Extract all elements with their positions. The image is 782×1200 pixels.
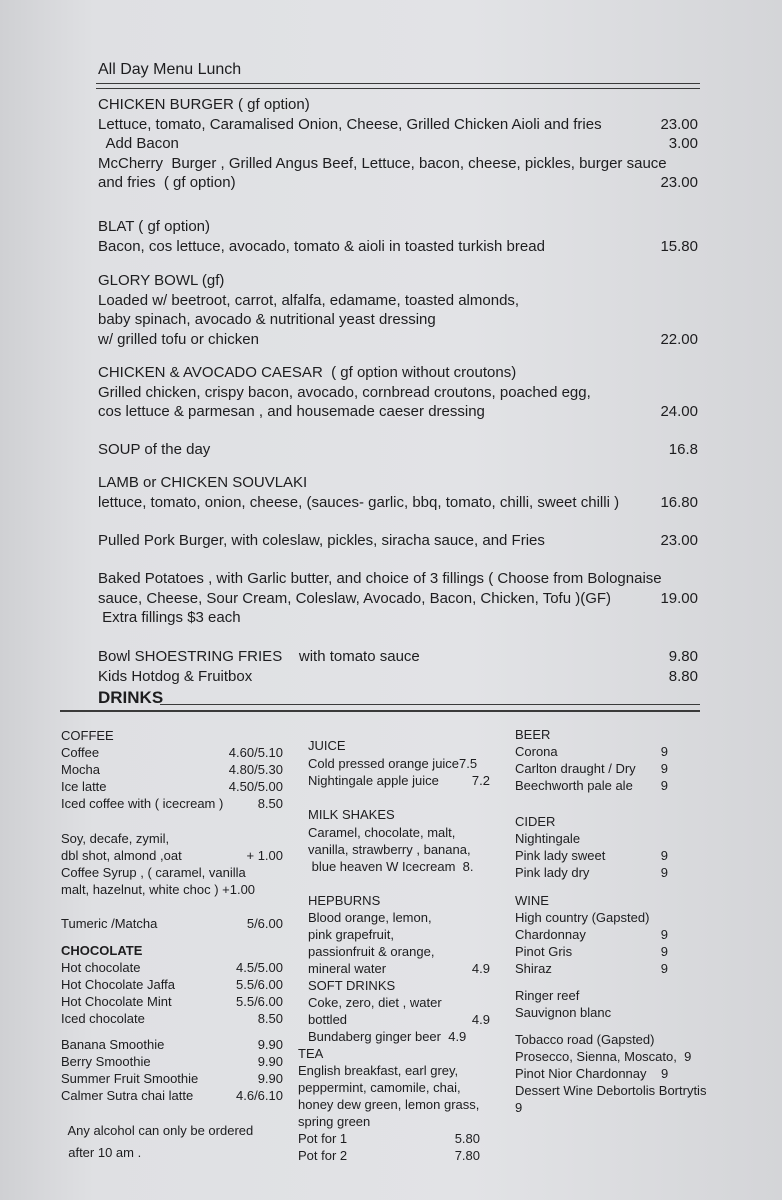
drink-price: 5.5/6.00 (236, 994, 283, 1009)
drink-item: vanilla, strawberry , banana, (308, 842, 471, 857)
drink-item: dbl shot, almond ,oat (61, 848, 182, 863)
menu-item-price: 16.80 (660, 493, 698, 511)
menu-item-line: w/ grilled tofu or chicken (98, 330, 259, 348)
drink-price: 4.50/5.00 (228, 779, 283, 794)
drink-price: 9.90 (257, 1054, 283, 1069)
menu-item-line: Kids Hotdog & Fruitbox (98, 667, 253, 685)
menu-item-line: GLORY BOWL (gf) (98, 272, 225, 289)
drink-item: Pot for 1 (298, 1131, 348, 1146)
menu-item-line: Bacon, cos lettuce, avocado, tomato & aioli in toasted turkish bread (98, 237, 545, 255)
menu-item-price: 3.00 (668, 135, 698, 152)
drink-price: 4.60/5.10 (228, 745, 283, 760)
drink-item: bottled (308, 1012, 348, 1027)
drinks-rule-2 (60, 710, 700, 712)
menu-item-price: 23.00 (660, 174, 698, 191)
menu-item-line: and fries ( gf option) (98, 174, 236, 191)
drink-item: Coffee (61, 745, 100, 760)
menu-item-price: 24.00 (660, 403, 698, 420)
drink-item: Pinot Gris (515, 944, 573, 959)
menu-item-price: 8.80 (668, 667, 698, 685)
title-rule (96, 83, 700, 84)
drinks-title: DRINKS (98, 688, 164, 707)
drink-item: Nightingale apple juice (308, 773, 439, 788)
drink-item: spring green (298, 1114, 371, 1129)
drink-item: Tumeric /Matcha (61, 916, 158, 931)
drink-item: Coffee Syrup , ( caramel, vanilla (61, 865, 246, 880)
drink-item: Soy, decafe, zymil, (61, 831, 170, 846)
drink-price: + 1.00 (246, 848, 283, 863)
menu-item-line: Extra fillings $3 each (98, 609, 241, 626)
drink-price: 4.6/6.10 (236, 1088, 283, 1103)
drink-price: 9 (660, 761, 668, 776)
drink-item: Corona (515, 744, 558, 759)
drink-item: Cold pressed orange juice7.5 (308, 756, 478, 771)
drink-item: HEPBURNS (308, 893, 381, 908)
title-rule-2 (96, 88, 700, 89)
drink-price: 7.2 (471, 773, 490, 788)
drink-item: peppermint, camomile, chai, (298, 1080, 461, 1095)
menu-item-line: Bowl SHOESTRING FRIES with tomato sauce (98, 648, 420, 665)
drink-item: Ice latte (61, 779, 107, 794)
drink-item: Ringer reef (515, 988, 580, 1003)
drink-item: JUICE (308, 738, 346, 753)
drink-item: Caramel, chocolate, malt, (308, 825, 456, 840)
drink-item: Hot Chocolate Jaffa (61, 977, 175, 992)
menu-item-line: Pulled Pork Burger, with coleslaw, pickles, siracha sauce, and Fries (98, 532, 545, 549)
drink-item: BEER (515, 727, 551, 742)
drink-item: Any alcohol can only be ordered (61, 1123, 254, 1138)
drink-price: 9 (660, 744, 668, 759)
drink-item: Banana Smoothie (61, 1037, 165, 1052)
drink-item: pink grapefruit, (308, 927, 394, 942)
menu-item-line: CHICKEN BURGER ( gf option) (98, 96, 310, 113)
menu-item-price: 22.00 (660, 330, 698, 348)
drink-item: Summer Fruit Smoothie (61, 1071, 199, 1086)
drink-item: Pink lady dry (515, 865, 590, 880)
menu-item-line: Baked Potatoes , with Garlic butter, and choice of 3 fillings ( Choose from Bolognaise (98, 570, 662, 587)
drink-price: 5.5/6.00 (236, 977, 283, 992)
drink-item: after 10 am . (61, 1145, 142, 1160)
menu-item-line: LAMB or CHICKEN SOUVLAKI (98, 474, 308, 491)
drink-item: malt, hazelnut, white choc ) +1.00 (61, 882, 256, 897)
menu-item-price: 19.00 (660, 589, 698, 607)
menu-item-line: BLAT ( gf option) (98, 218, 211, 235)
drink-price: 8.50 (257, 796, 283, 811)
drink-price: 9 (660, 927, 668, 942)
drink-item: Carlton draught / Dry (515, 761, 636, 776)
drink-item: Mocha (61, 762, 101, 777)
drink-item: Nightingale (515, 831, 581, 846)
page-title: All Day Menu Lunch (98, 61, 242, 78)
menu-item-line: lettuce, tomato, onion, cheese, (sauces- garlic, bbq, tomato, chilli, sweet chilli ) (98, 493, 620, 511)
drink-item: Coke, zero, diet , water (308, 995, 442, 1010)
drink-item: English breakfast, earl grey, (298, 1063, 459, 1078)
drinks-rule (160, 704, 700, 705)
drink-price: 4.80/5.30 (228, 762, 283, 777)
drink-item: Berry Smoothie (61, 1054, 151, 1069)
menu-item-line: cos lettuce & parmesan , and housemade caeser dressing (98, 403, 485, 420)
drink-price: 5/6.00 (246, 916, 283, 931)
drink-item: Hot Chocolate Mint (61, 994, 172, 1009)
drink-price: 7.80 (454, 1148, 480, 1163)
drink-price: 9.90 (257, 1071, 283, 1086)
menu-item-line: SOUP of the day (98, 441, 211, 458)
drink-item: Iced chocolate (61, 1011, 145, 1026)
drink-item: MILK SHAKES (308, 807, 395, 822)
drink-item: COFFEE (61, 728, 114, 743)
menu-item-line: McCherry Burger , Grilled Angus Beef, Lettuce, bacon, cheese, pickles, burger sauce (98, 154, 667, 172)
drink-item: Pinot Nior Chardonnay 9 (515, 1066, 669, 1081)
menu-item-line: Lettuce, tomato, Caramalised Onion, Cheese, Grilled Chicken Aioli and fries (98, 115, 602, 133)
drink-item: Prosecco, Sienna, Moscato, 9 (515, 1049, 692, 1064)
drink-item: Blood orange, lemon, (308, 910, 432, 925)
drink-item: mineral water (308, 961, 387, 976)
drink-item: Dessert Wine Debortolis Bortrytis (515, 1083, 707, 1098)
drink-item: CHOCOLATE (61, 943, 143, 958)
drink-item: honey dew green, lemon grass, (298, 1097, 480, 1112)
drink-item: Tobacco road (Gapsted) (515, 1032, 655, 1047)
drink-item: TEA (298, 1046, 324, 1061)
drink-item: High country (Gapsted) (515, 910, 650, 925)
drink-price: 9.90 (257, 1037, 283, 1052)
drink-item: Hot chocolate (61, 960, 141, 975)
drink-price: 9 (660, 961, 668, 976)
drink-item: Chardonnay (515, 927, 586, 942)
drink-price: 5.80 (454, 1131, 480, 1146)
menu-item-line: baby spinach, avocado & nutritional yeast dressing (98, 311, 436, 328)
drink-price: 9 (660, 848, 668, 863)
menu-item-line: sauce, Cheese, Sour Cream, Coleslaw, Avocado, Bacon, Chicken, Tofu )(GF) (98, 589, 612, 607)
drink-item: 9 (515, 1100, 523, 1115)
drink-item: Pot for 2 (298, 1148, 348, 1163)
menu-item-price: 23.00 (660, 532, 698, 549)
drink-price: 9 (660, 778, 668, 793)
drink-price: 9 (660, 865, 668, 880)
drink-item: WINE (515, 893, 549, 908)
drink-item: Bundaberg ginger beer 4.9 (308, 1029, 467, 1044)
drink-item: Shiraz (515, 961, 552, 976)
drink-price: 4.9 (471, 961, 490, 976)
drink-price: 8.50 (257, 1011, 283, 1026)
drink-item: passionfruit & orange, (308, 944, 435, 959)
drink-item: Sauvignon blanc (515, 1005, 612, 1020)
drink-price: 4.9 (471, 1012, 490, 1027)
drink-price: 4.5/5.00 (236, 960, 283, 975)
menu-item-line: CHICKEN & AVOCADO CAESAR ( gf option without croutons) (98, 364, 517, 381)
drink-item: blue heaven W Icecream 8. (308, 859, 474, 874)
drink-item: CIDER (515, 814, 556, 829)
drink-item: Pink lady sweet (515, 848, 606, 863)
menu-item-price: 16.8 (668, 441, 698, 458)
drink-price: 9 (660, 944, 668, 959)
menu-item-line: Loaded w/ beetroot, carrot, alfalfa, edamame, toasted almonds, (98, 291, 520, 309)
drink-item: Beechworth pale ale (515, 778, 633, 793)
menu-item-line: Add Bacon (98, 135, 179, 152)
drink-item: Iced coffee with ( icecream ) (61, 796, 224, 811)
drink-item: Calmer Sutra chai latte (61, 1088, 194, 1103)
drink-item: SOFT DRINKS (308, 978, 396, 993)
menu-item-price: 15.80 (660, 237, 698, 255)
menu-item-price: 23.00 (660, 115, 698, 133)
menu-item-price: 9.80 (668, 648, 698, 665)
menu-item-line: Grilled chicken, crispy bacon, avocado, cornbread croutons, poached egg, (98, 383, 591, 401)
